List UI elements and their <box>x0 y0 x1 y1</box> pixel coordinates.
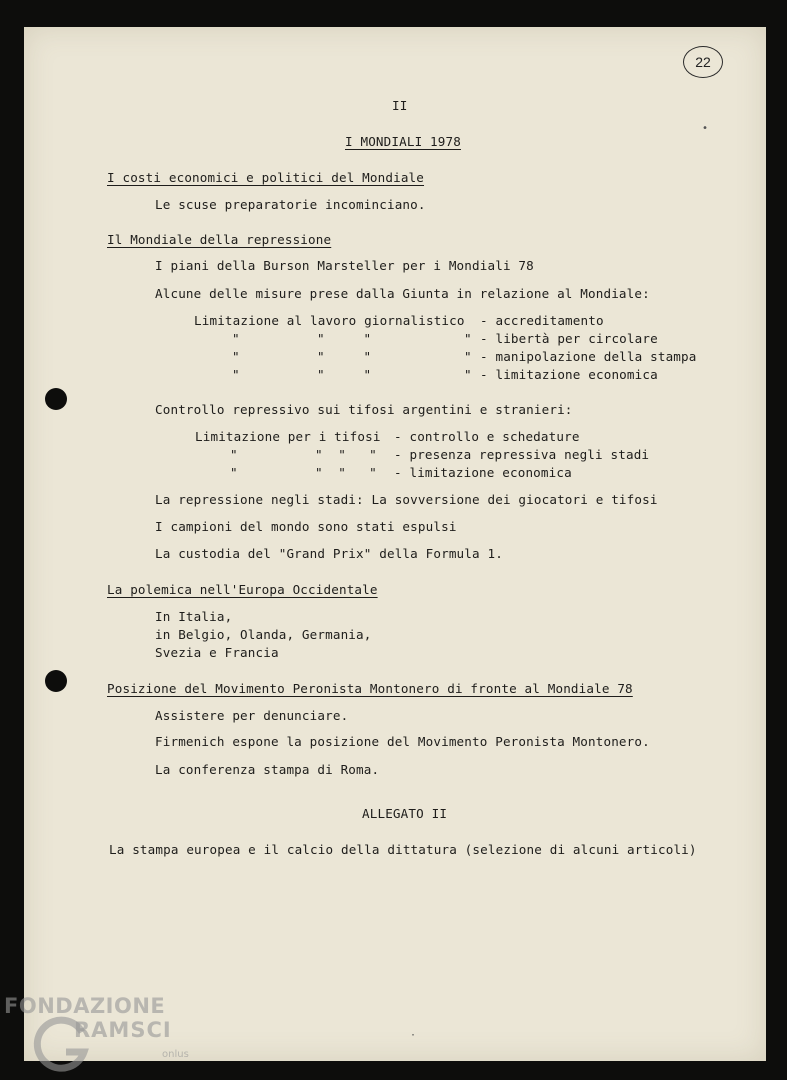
section1-heading: I costi economici e politici del Mondiale <box>107 170 425 185</box>
punch-hole-top <box>45 388 67 410</box>
fan-measure-right: - controllo e schedature <box>394 429 580 444</box>
section4-heading: Posizione del Movimento Peronista Montonero di fronte al Mondiale 78 <box>107 681 633 696</box>
ink-mark: · <box>410 1030 417 1041</box>
section2-item-stadiums: La repressione negli stadi: La sovversione dei giocatori e tifosi <box>155 492 658 507</box>
section2-item-fans: Controllo repressivo sui tifosi argentini e stranieri: <box>155 402 573 417</box>
section2-item-plans: I piani della Burson Marsteller per i Mondiali 78 <box>155 258 534 273</box>
annex-line: La stampa europea e il calcio della dittatura (selezione di alcuni articoli) <box>109 842 697 857</box>
watermark-line2: RAMSCI <box>74 1018 172 1042</box>
measure-row-right: - libertà per circolare <box>480 331 658 346</box>
fan-measure-left: " " " " <box>230 447 377 462</box>
fan-measure-left: Limitazione per i tifosi <box>195 429 381 444</box>
punch-hole-bottom <box>45 670 67 692</box>
measure-row-right: - manipolazione della stampa <box>480 349 697 364</box>
watermark-line3: onlus <box>162 1049 189 1060</box>
section2-item-measures: Alcune delle misure prese dalla Giunta in relazione al Mondiale: <box>155 286 650 301</box>
page-number-text: 22 <box>695 54 711 70</box>
section3-line: In Italia, <box>155 609 233 624</box>
fan-measure-left: " " " " <box>230 465 377 480</box>
watermark-logo <box>4 994 204 1078</box>
section4-item: Assistere per denunciare. <box>155 708 349 723</box>
section4-item: Firmenich espone la posizione del Movimento Peronista Montonero. <box>155 734 650 749</box>
section3-line: in Belgio, Olanda, Germania, <box>155 627 372 642</box>
watermark-line1: FONDAZIONE <box>4 994 166 1018</box>
measure-row-left: " " " " <box>232 349 472 364</box>
measure-row-right: - accreditamento <box>480 313 604 328</box>
section1-item: Le scuse preparatorie incominciano. <box>155 197 426 212</box>
section3-heading: La polemica nell'Europa Occidentale <box>107 582 378 597</box>
document-title: I MONDIALI 1978 <box>345 134 461 149</box>
section2-item-champions: I campioni del mondo sono stati espulsi <box>155 519 457 534</box>
measure-row-left: " " " " <box>232 331 472 346</box>
section2-heading: Il Mondiale della repressione <box>107 232 332 247</box>
section-number: II <box>392 98 408 113</box>
page-number <box>683 46 723 78</box>
fan-measure-right: - presenza repressiva negli stadi <box>394 447 650 462</box>
measure-row-left: Limitazione al lavoro giornalistico <box>194 313 465 328</box>
section2-item-grandprix: La custodia del "Grand Prix" della Formula 1. <box>155 546 503 561</box>
ink-speck: • <box>702 123 709 134</box>
annex-title: ALLEGATO II <box>362 806 448 821</box>
measure-row-left: " " " " <box>232 367 472 382</box>
fan-measure-right: - limitazione economica <box>394 465 572 480</box>
section4-item: La conferenza stampa di Roma. <box>155 762 380 777</box>
measure-row-right: - limitazione economica <box>480 367 658 382</box>
section3-line: Svezia e Francia <box>155 645 279 660</box>
